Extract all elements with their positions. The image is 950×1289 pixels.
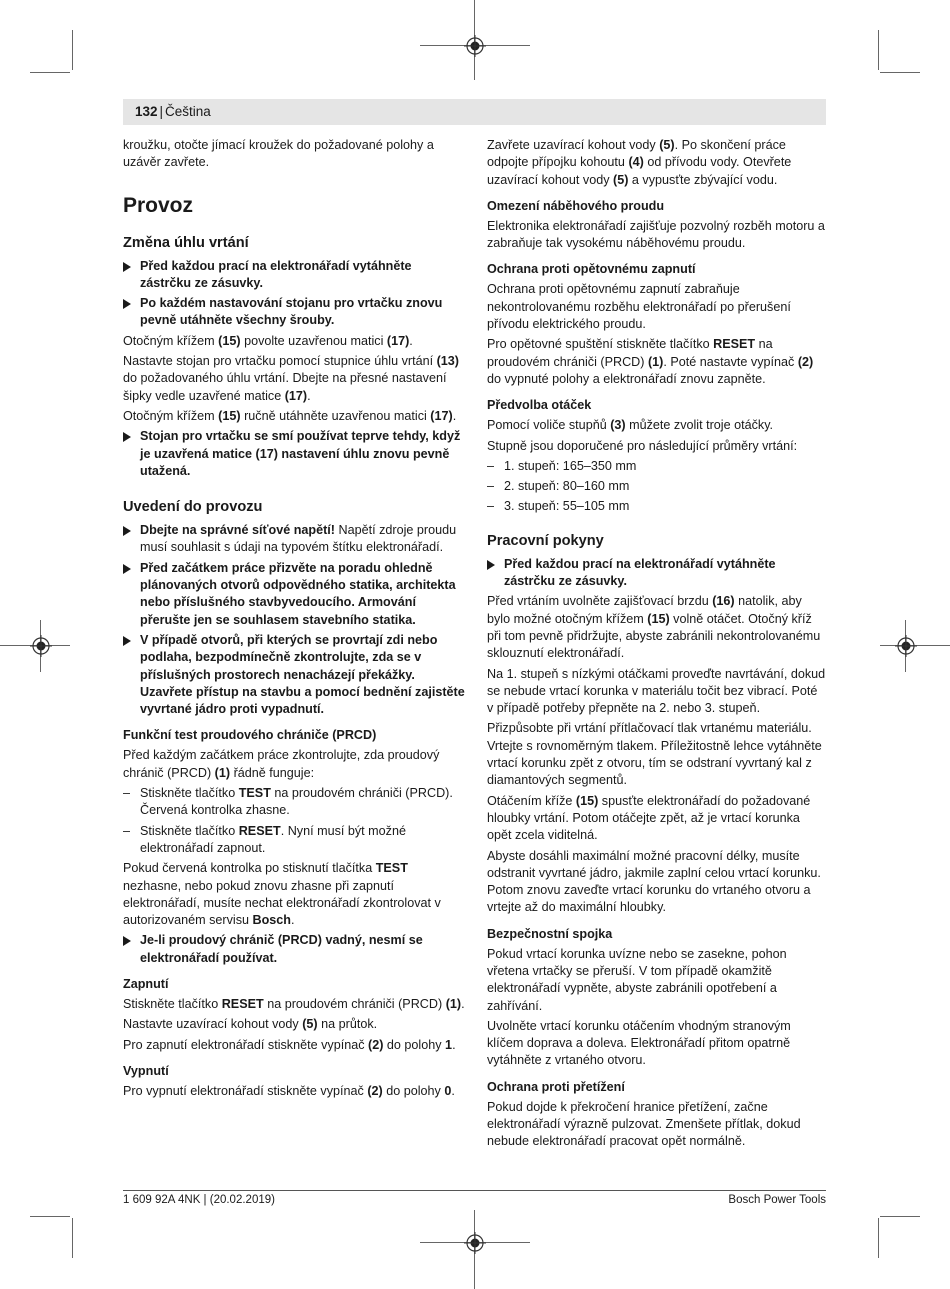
- paragraph: Na 1. stupeň s nízkými otáčkami proveďte navrtávání, dokud se nebude vrtací korunka v materiálu točit bez vibrací. Poté v případě potřeby přepněte na 2. nebo 3. stupeň.: [487, 666, 826, 716]
- paragraph: Pro vypnutí elektronářadí stiskněte vypínač (2) do polohy 0.: [123, 1083, 455, 1098]
- paragraph: Přizpůsobte při vrtání přítlačovací tlak vrtanému materiálu. Vrtejte s rovnoměrným tlakem. Příležitostně lehce vytáhněte vrtací korunku zpět z otvoru, tím se odstraní vyvrtaný kal z diamantových segmentů.: [487, 721, 822, 788]
- crop-mark: [878, 30, 879, 70]
- intro-paragraph: kroužku, otočte jímací kroužek do požadované polohy a uzávěr zavřete.: [123, 138, 434, 170]
- paragraph: Uvolněte vrtací korunku otáčením vhodným stranovým klíčem doprava a doleva. Elektronářadí přitom opatrně vytáhněte z vrtaného otvoru.: [487, 1018, 791, 1068]
- registration-target-icon: [30, 635, 52, 657]
- dash-item: – 1. stupeň: 165–350 mm: [487, 458, 637, 473]
- crop-mark: [878, 1218, 879, 1258]
- warning-item: Před začátkem práce přizvěte na poradu ohledně plánovaných otvorů odpovědného statika, architekta nebo příslušného stavbyvedoucího. Armování přerušte jen se souhlasem stavebního statika.: [123, 560, 465, 629]
- paragraph: Ochrana proti opětovnému zapnutí zabraňuje nekontrolovanému rozběhu elektronářadí po přerušení přívodu elektrického proudu.: [487, 282, 791, 332]
- paragraph: Abyste dosáhli maximální možné pracovní délky, musíte odstranit vyvrtané jádro, jakmile zaplní celou vrtací korunku. Potom znovu zaveďte vrtací korunku do vrtaného otvoru a vrtejte až do maximální hloubky.: [487, 848, 821, 915]
- registration-target-icon: [895, 635, 917, 657]
- paragraph: Pomocí voliče stupňů (3) můžete zvolit troje otáčky.: [487, 418, 774, 433]
- paragraph: Před každým začátkem práce zkontrolujte, zda proudový chránič (PRCD) (1) řádně funguje:: [123, 748, 440, 780]
- crop-mark: [30, 72, 70, 73]
- crop-mark: [72, 1218, 73, 1258]
- warning-arrow-icon: [487, 560, 495, 570]
- language-label: Čeština: [165, 104, 211, 119]
- dash-item: – 3. stupeň: 55–105 mm: [487, 499, 630, 514]
- subsection-title: Uvedení do provozu: [123, 499, 263, 516]
- dash-item: – Stiskněte tlačítko RESET. Nyní musí být možné elektronářadí zapnout.: [123, 823, 406, 855]
- crop-mark: [880, 1216, 920, 1217]
- page-number: 132: [135, 104, 158, 119]
- section-title-provoz: Provoz: [123, 193, 194, 217]
- paragraph: Nastavte stojan pro vrtačku pomocí stupnice úhlu vrtání (13) do požadovaného úhlu vrtání. Dbejte na přesné nastavení šipky vedle uzavřené matice (17).: [123, 354, 460, 403]
- registration-target-icon: [464, 35, 486, 57]
- warning-arrow-icon: [123, 299, 131, 309]
- paragraph: Nastavte uzavírací kohout vody (5) na průtok.: [123, 1017, 378, 1032]
- footer-doc-id: 1 609 92A 4NK | (20.02.2019): [123, 1194, 275, 1206]
- warning-item: V případě otvorů, při kterých se provrtají zdi nebo podlaha, bezpodmínečně zkontrolujte, zda se v příslušných prostorech nenacházejí překážky. Uzavřete přístup na stavbu a pomocí bednění zajistěte vyvrtané jádro proti vypadnutí.: [123, 632, 465, 718]
- warning-arrow-icon: [123, 936, 131, 946]
- registration-target-icon: [464, 1232, 486, 1254]
- paragraph: Stupně jsou doporučené pro následující průměry vrtání:: [487, 438, 798, 453]
- paragraph: Pro zapnutí elektronářadí stiskněte vypínač (2) do polohy 1.: [123, 1037, 456, 1052]
- paragraph: Pokud dojde k překročení hranice přetížení, začne elektronářadí výrazně pulzovat. Zmenšete přítlak, dokud nebude elektronářadí pracovat opět normálně.: [487, 1099, 801, 1149]
- page-header: [123, 99, 826, 125]
- warning-arrow-icon: [123, 432, 131, 442]
- paragraph: Otočným křížem (15) povolte uzavřenou matici (17).: [123, 333, 413, 348]
- dash-item: – Stiskněte tlačítko TEST na proudovém chrániči (PRCD). Červená kontrolka zhasne.: [123, 786, 453, 818]
- crop-mark: [72, 30, 73, 70]
- subheading: Funkční test proudového chrániče (PRCD): [123, 728, 377, 743]
- paragraph: Před vrtáním uvolněte zajišťovací brzdu (16) natolik, aby bylo možné otočným křížem (15) volně otáčet. Otočný kříž při tom pevně přidržujte, abyste zabránili nekontrolovanému sklouznutí elektronářadí.: [487, 594, 821, 661]
- subheading: Omezení náběhového proudu: [487, 198, 665, 213]
- warning-item: Po každém nastavování stojanu pro vrtačku znovu pevně utáhněte všechny šrouby.: [123, 295, 465, 330]
- warning-arrow-icon: [123, 262, 131, 272]
- paragraph: Stiskněte tlačítko RESET na proudovém chrániči (PRCD) (1).: [123, 996, 465, 1011]
- warning-item: Je-li proudový chránič (PRCD) vadný, nesmí se elektronářadí používat.: [123, 932, 465, 967]
- crop-mark: [30, 1216, 70, 1217]
- paragraph: Pokud vrtací korunka uvízne nebo se zasekne, pohon vřetena vrtačky se přeruší. V tom případě okamžitě elektronářadí vypněte, abyste zabránili opotřebení a zahřívání.: [487, 946, 787, 1013]
- header-separator: |: [159, 104, 164, 119]
- crop-mark: [880, 72, 920, 73]
- warning-item: Dbejte na správné síťové napětí! Napětí zdroje proudu musí souhlasit s údaji na typovém štítku elektronářadí.: [123, 522, 465, 557]
- paragraph: Otočným křížem (15) ručně utáhněte uzavřenou matici (17).: [123, 408, 457, 423]
- left-column: [123, 137, 465, 1103]
- page-footer: [123, 1190, 826, 1206]
- paragraph: Elektronika elektronářadí zajišťuje pozvolný rozběh motoru a zabraňuje tak vysokému náběhovému proudu.: [487, 218, 825, 251]
- warning-item: Před každou prací na elektronářadí vytáhněte zástrčku ze zásuvky.: [487, 556, 827, 591]
- right-column: [487, 137, 827, 1154]
- paragraph: Pokud červená kontrolka po stisknutí tlačítka TEST nezhasne, nebo pokud znovu zhasne při zapnutí elektronářadí, musíte nechat elektronářadí zkontrolovat v autorizovaném servisu Bosch.: [123, 861, 441, 928]
- subheading: Bezpečnostní spojka: [487, 926, 613, 941]
- warning-arrow-icon: [123, 636, 131, 646]
- warning-item: Před každou prací na elektronářadí vytáhněte zástrčku ze zásuvky.: [123, 258, 465, 293]
- subheading: Předvolba otáček: [487, 398, 592, 413]
- paragraph: Otáčením kříže (15) spusťte elektronářadí do požadované hloubky vrtání. Potom otáčejte zpět, až je vrtací korunka opět zcela viditelná.: [487, 793, 811, 843]
- subheading: Vypnutí: [123, 1063, 169, 1078]
- paragraph: Pro opětovné spuštění stiskněte tlačítko RESET na proudovém chrániči (PRCD) (1). Poté nastavte vypínač (2) do vypnuté polohy a elektronářadí znovu zapněte.: [487, 337, 814, 386]
- dash-item: – 2. stupeň: 80–160 mm: [487, 479, 630, 494]
- warning-arrow-icon: [123, 564, 131, 574]
- subsection-title: Pracovní pokyny: [487, 532, 604, 549]
- subheading: Ochrana proti opětovnému zapnutí: [487, 262, 696, 277]
- footer-brand: Bosch Power Tools: [728, 1194, 826, 1206]
- warning-arrow-icon: [123, 526, 131, 536]
- subheading: Ochrana proti přetížení: [487, 1079, 625, 1094]
- warning-item: Stojan pro vrtačku se smí používat teprve tehdy, když je uzavřená matice (17) nastavení úhlu znovu pevně utažená.: [123, 428, 465, 480]
- subheading: Zapnutí: [123, 976, 169, 991]
- paragraph: Zavřete uzavírací kohout vody (5). Po skončení práce odpojte přípojku kohoutu (4) od přívodu vody. Otevřete uzavírací kohout vody (5) a vypusťte zbývající vodu.: [487, 138, 792, 187]
- subsection-title: Změna úhlu vrtání: [123, 234, 249, 251]
